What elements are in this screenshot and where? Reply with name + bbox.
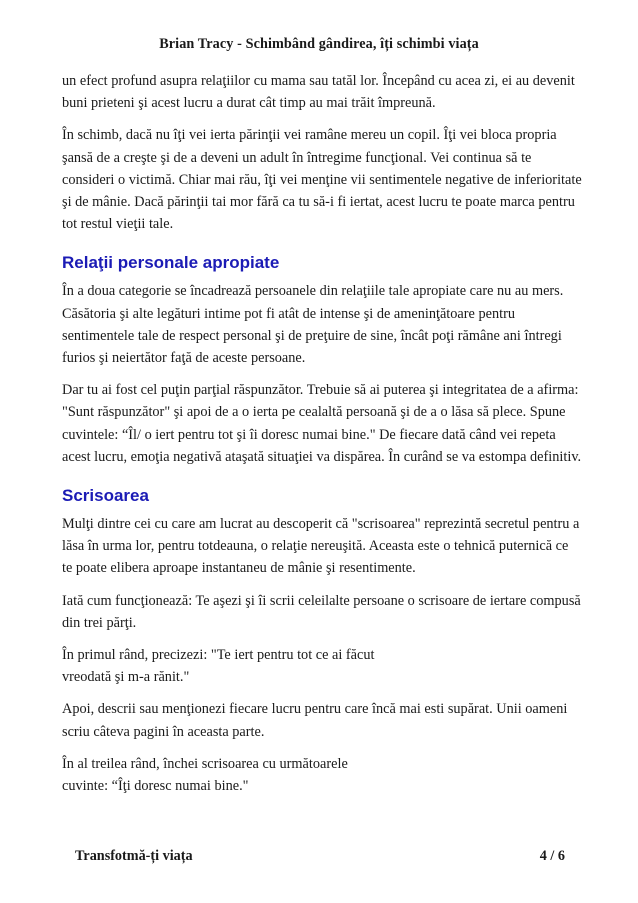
footer-title: Transfotmă-ți viața (75, 848, 193, 864)
page-body (62, 70, 582, 807)
section-heading-relatii: Relaţii personale apropiate (62, 253, 280, 273)
paragraph: Iată cum funcţionează: Te aşezi şi îi scrii celeilalte persoane o scrisoare de iertare compusă din trei părţi. (62, 592, 581, 631)
page-footer (75, 848, 565, 865)
paragraph: În al treilea rând, închei scrisoarea cu următoarele cuvinte: “Îţi doresc numai bine." (62, 755, 348, 795)
page-header-title: Brian Tracy - Schimbând gândirea, îți schimbi viața (159, 36, 479, 52)
page-number: 4 / 6 (539, 848, 565, 864)
paragraph: În schimb, dacă nu îţi vei ierta părinţii vei ramâne mereu un copil. Îţi vei bloca propria şansă de a creşte şi de a deveni un adult în întregime funcţional. Vei continua să te consideri o victimă. Chiar mai rău, îţi vei menţine vii sentimentele negative de inferioritate şi de mânie. Dacă părinţii tai mor fără ca tu să-i fi iertat, acest lucru te poate marca pentru tot restul vieţii tale. (62, 127, 582, 233)
paragraph: un efect profund asupra relaţiilor cu mama sau tatăl lor. Începând cu acea zi, ei au devenit buni prieteni şi acest lucru a durat cât timp au mai trăit împreună. (62, 73, 575, 112)
paragraph: Dar tu ai fost cel puţin parţial răspunzător. Trebuie să ai puterea şi integritatea de a afirma: "Sunt răspunzător" şi apoi de a o ierta pe cealaltă persoană şi de a o lăsa să plece. Spune cuvintele: “Îl/ o iert pentru tot şi îi doresc numai bine." De fiecare dată când vei repeta acest lucru, emoţia negativă ataşată situaţiei va dispărea. În curând se va estompa definitiv. (62, 382, 582, 465)
section-heading-scrisoarea: Scrisoarea (62, 486, 149, 506)
paragraph: În primul rând, precizezi: "Te iert pentru tot ce ai făcut vreodată şi m-a rănit." (62, 647, 375, 686)
paragraph: Apoi, descrii sau menţionezi fiecare lucru pentru care încă mai esti supărat. Unii oameni scriu câteva pagini în aceasta parte. (62, 701, 568, 740)
paragraph: Mulţi dintre cei cu care am lucrat au descoperit că "scrisoarea" reprezintă secretul pentru a lăsa în urma lor, pentru totdeauna, o relaţie nereuşită. Aceasta este o tehnică puternică ce te poate elibera aproape instantaneu de mânie şi resentimente. (62, 516, 580, 577)
paragraph: În a doua categorie se încadrează persoanele din relaţiile tale apropiate care nu au mers. Căsătoria şi alte legături intime pot fi atât de intense şi de ameninţătoare pentru sentimentele tale de respect personal şi de preţuire de sine, încât poţi rămâne ani întregi furios şi neiertător faţă de aceste persoane. (62, 283, 564, 367)
